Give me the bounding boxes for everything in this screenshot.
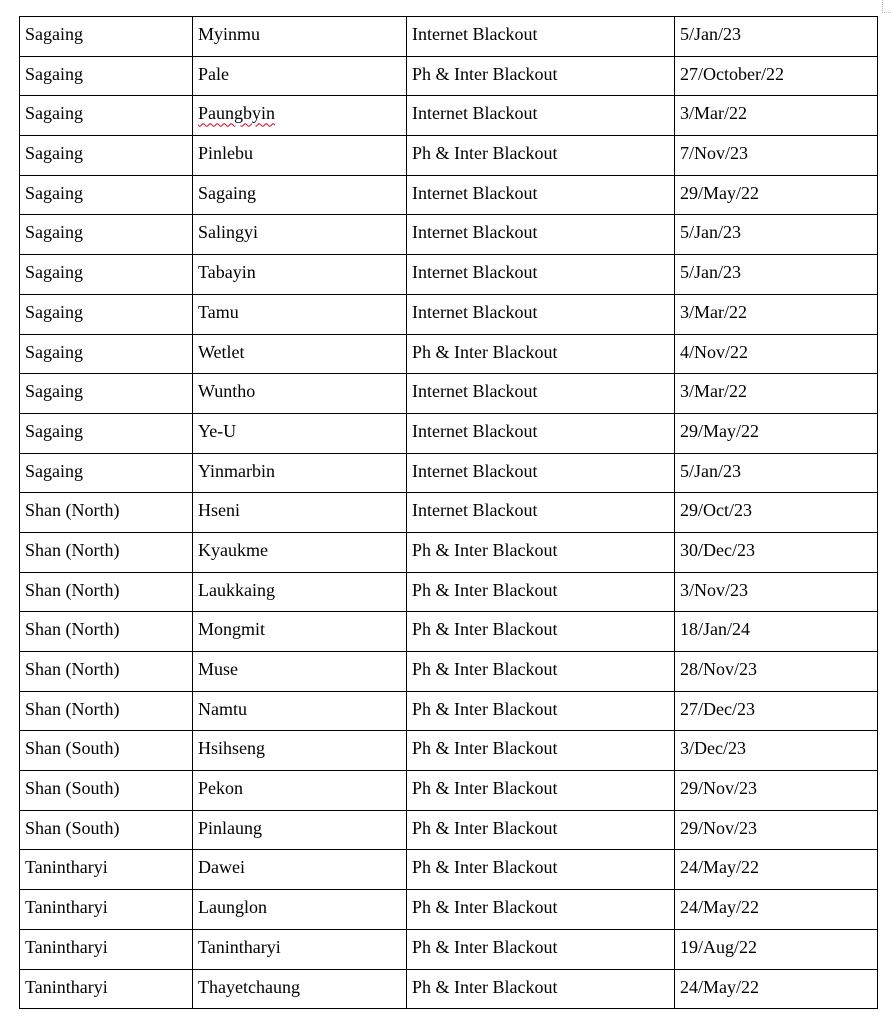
township-cell[interactable] — [193, 255, 407, 295]
blackout-type-cell[interactable] — [407, 850, 675, 890]
blackout-type-cell[interactable] — [407, 731, 675, 771]
region-cell[interactable] — [20, 334, 193, 374]
table-row — [20, 969, 878, 1009]
township-cell-text: Kyaukme — [198, 539, 268, 560]
region-cell[interactable] — [20, 215, 193, 255]
date-cell-text: 5/Jan/23 — [680, 262, 741, 283]
township-cell[interactable] — [193, 453, 407, 493]
region-cell-text: Tanintharyi — [25, 897, 108, 918]
township-cell[interactable] — [193, 532, 407, 572]
table-row — [20, 929, 878, 969]
table-row — [20, 493, 878, 533]
region-cell-text: Shan (North) — [25, 579, 120, 600]
blackout-type-cell-text: Ph & Inter Blackout — [412, 539, 558, 560]
blackout-type-cell-text: Ph & Inter Blackout — [412, 63, 558, 84]
date-cell[interactable] — [675, 929, 878, 969]
township-cell-text: Namtu — [198, 698, 247, 719]
township-cell-text: Dawei — [198, 857, 245, 878]
township-cell-text: Hsihseng — [198, 738, 265, 759]
blackout-type-cell-text: Ph & Inter Blackout — [412, 857, 558, 878]
blackout-type-cell-text: Ph & Inter Blackout — [412, 976, 558, 997]
blackout-type-cell[interactable] — [407, 255, 675, 295]
table-row — [20, 652, 878, 692]
township-cell[interactable] — [193, 771, 407, 811]
township-cell[interactable] — [193, 96, 407, 136]
township-cell[interactable] — [193, 810, 407, 850]
date-cell-text: 3/Dec/23 — [680, 738, 746, 759]
blackout-type-cell[interactable] — [407, 453, 675, 493]
blackout-type-cell-text: Internet Blackout — [412, 460, 538, 481]
date-cell-text: 5/Jan/23 — [680, 222, 741, 243]
blackout-type-cell[interactable] — [407, 572, 675, 612]
date-cell[interactable] — [675, 850, 878, 890]
township-cell-text: Salingyi — [198, 222, 259, 243]
township-cell-text: Muse — [198, 659, 238, 679]
date-cell-text: 3/Mar/22 — [680, 103, 747, 124]
region-cell-text: Shan (North) — [25, 619, 120, 640]
blackout-type-cell-text: Ph & Inter Blackout — [412, 817, 558, 838]
blackout-type-cell[interactable] — [407, 136, 675, 176]
date-cell-text: 29/Nov/23 — [680, 778, 758, 799]
blackout-type-cell-text: Internet Blackout — [412, 301, 538, 322]
township-cell-text: Ye-U — [198, 420, 237, 441]
region-cell[interactable] — [20, 691, 193, 731]
date-cell[interactable] — [675, 453, 878, 493]
blackout-type-cell-text: Ph & Inter Blackout — [412, 936, 558, 957]
date-cell-text: 27/October/22 — [680, 63, 784, 84]
region-cell[interactable] — [20, 850, 193, 890]
blackout-type-cell[interactable] — [407, 493, 675, 533]
table-row — [20, 374, 878, 414]
township-cell[interactable] — [193, 56, 407, 96]
region-cell-text: Shan (North) — [25, 659, 120, 679]
date-cell-text: 4/Nov/22 — [680, 341, 749, 362]
date-cell-text: 28/Nov/23 — [680, 659, 758, 679]
date-cell-text: 24/May/22 — [680, 897, 759, 918]
region-cell[interactable] — [20, 890, 193, 930]
date-cell[interactable] — [675, 96, 878, 136]
date-cell-text: 30/Dec/23 — [680, 539, 755, 560]
region-cell[interactable] — [20, 532, 193, 572]
blackout-type-cell[interactable] — [407, 929, 675, 969]
table-row — [20, 731, 878, 771]
date-cell[interactable] — [675, 17, 878, 57]
table-row — [20, 136, 878, 176]
blackout-type-cell-text: Internet Blackout — [412, 24, 538, 44]
region-cell-text: Sagaing — [25, 262, 83, 283]
blackout-type-cell[interactable] — [407, 17, 675, 57]
table-row — [20, 532, 878, 572]
blackout-type-cell[interactable] — [407, 969, 675, 1009]
township-cell[interactable] — [193, 731, 407, 771]
table-row — [20, 334, 878, 374]
township-cell[interactable] — [193, 175, 407, 215]
blackout-type-cell[interactable] — [407, 374, 675, 414]
date-cell[interactable] — [675, 175, 878, 215]
table-row — [20, 572, 878, 612]
table-row — [20, 890, 878, 930]
table-row — [20, 96, 878, 136]
region-cell-text: Sagaing — [25, 381, 83, 402]
table-row — [20, 56, 878, 96]
date-cell[interactable] — [675, 572, 878, 612]
date-cell[interactable] — [675, 612, 878, 652]
blackout-type-cell[interactable] — [407, 215, 675, 255]
region-cell[interactable] — [20, 413, 193, 453]
date-cell-text: 3/Mar/22 — [680, 381, 747, 402]
township-cell-text: Wetlet — [198, 341, 245, 362]
blackout-type-cell[interactable] — [407, 175, 675, 215]
township-cell[interactable] — [193, 17, 407, 57]
township-cell[interactable] — [193, 890, 407, 930]
date-cell-text: 24/May/22 — [680, 857, 759, 878]
blackout-type-cell[interactable] — [407, 334, 675, 374]
blackout-type-cell[interactable] — [407, 294, 675, 334]
table-row — [20, 175, 878, 215]
table-row — [20, 215, 878, 255]
region-cell[interactable] — [20, 969, 193, 1009]
table-row — [20, 771, 878, 811]
township-cell[interactable] — [193, 691, 407, 731]
blackout-type-cell[interactable] — [407, 771, 675, 811]
township-cell[interactable] — [193, 374, 407, 414]
table-row — [20, 453, 878, 493]
date-cell-text: 3/Nov/23 — [680, 579, 749, 600]
blackout-type-cell-text: Ph & Inter Blackout — [412, 619, 558, 640]
region-cell[interactable] — [20, 136, 193, 176]
region-cell-text: Sagaing — [25, 143, 83, 164]
date-cell-text: 18/Jan/24 — [680, 619, 750, 640]
region-cell-text: Sagaing — [25, 63, 83, 84]
region-cell-text: Sagaing — [25, 222, 83, 243]
blackout-type-cell-text: Internet Blackout — [412, 222, 538, 243]
township-cell[interactable] — [193, 652, 407, 692]
region-cell-text: Shan (North) — [25, 698, 120, 719]
blackout-type-cell-text: Ph & Inter Blackout — [412, 698, 558, 719]
table-row — [20, 850, 878, 890]
township-cell-text: Paungbyin — [198, 103, 276, 124]
region-cell-text: Shan (North) — [25, 500, 120, 521]
region-cell[interactable] — [20, 810, 193, 850]
date-cell-text: 29/Oct/23 — [680, 500, 752, 521]
date-cell[interactable] — [675, 136, 878, 176]
region-cell-text: Sagaing — [25, 460, 83, 481]
date-cell-text: 19/Aug/22 — [680, 936, 758, 957]
township-cell-text: Tamu — [198, 301, 239, 322]
table-row — [20, 255, 878, 295]
date-cell[interactable] — [675, 294, 878, 334]
township-cell[interactable] — [193, 969, 407, 1009]
region-cell[interactable] — [20, 453, 193, 493]
table-row — [20, 810, 878, 850]
date-cell[interactable] — [675, 255, 878, 295]
blackout-type-cell-text: Internet Blackout — [412, 420, 538, 441]
region-cell[interactable] — [20, 294, 193, 334]
table-body — [20, 17, 878, 1009]
blackout-type-cell[interactable] — [407, 890, 675, 930]
table-row — [20, 612, 878, 652]
township-cell[interactable] — [193, 572, 407, 612]
region-cell-text: Sagaing — [25, 420, 83, 441]
township-cell[interactable] — [193, 215, 407, 255]
township-cell-text: Pale — [198, 63, 229, 84]
township-cell-text: Sagaing — [198, 182, 256, 203]
date-cell[interactable] — [675, 334, 878, 374]
township-cell-text: Thayetchaung — [198, 976, 300, 997]
blackout-type-cell[interactable] — [407, 652, 675, 692]
region-cell-text: Sagaing — [25, 341, 83, 362]
region-cell-text: Sagaing — [25, 182, 83, 203]
blackout-type-cell-text: Internet Blackout — [412, 500, 538, 521]
blackout-type-cell-text: Ph & Inter Blackout — [412, 143, 558, 164]
blackout-type-cell[interactable] — [407, 96, 675, 136]
blackout-type-cell-text: Internet Blackout — [412, 381, 538, 402]
township-cell[interactable] — [193, 612, 407, 652]
region-cell[interactable] — [20, 255, 193, 295]
date-cell[interactable] — [675, 413, 878, 453]
blackout-type-cell-text: Internet Blackout — [412, 262, 538, 283]
region-cell[interactable] — [20, 493, 193, 533]
table-row — [20, 413, 878, 453]
blackout-type-cell[interactable] — [407, 612, 675, 652]
township-cell-text: Yinmarbin — [198, 460, 275, 481]
date-cell[interactable] — [675, 810, 878, 850]
region-cell[interactable] — [20, 771, 193, 811]
region-cell[interactable] — [20, 572, 193, 612]
region-cell[interactable] — [20, 175, 193, 215]
blackout-type-cell[interactable] — [407, 413, 675, 453]
date-cell-text: 29/Nov/23 — [680, 817, 758, 838]
date-cell[interactable] — [675, 969, 878, 1009]
region-cell-text: Shan (South) — [25, 738, 120, 759]
date-cell[interactable] — [675, 691, 878, 731]
township-cell-text: Myinmu — [198, 24, 261, 44]
date-cell-text: 3/Mar/22 — [680, 301, 747, 322]
region-cell[interactable] — [20, 612, 193, 652]
region-cell[interactable] — [20, 56, 193, 96]
region-cell-text: Sagaing — [25, 24, 83, 44]
region-cell-text: Shan (South) — [25, 778, 120, 799]
date-cell[interactable] — [675, 731, 878, 771]
blackout-type-cell-text: Ph & Inter Blackout — [412, 659, 558, 679]
blackout-type-cell-text: Internet Blackout — [412, 103, 538, 124]
township-cell-text: Pekon — [198, 778, 243, 799]
region-cell-text: Tanintharyi — [25, 936, 108, 957]
blackout-type-cell-text: Ph & Inter Blackout — [412, 778, 558, 799]
township-cell-text: Launglon — [198, 897, 267, 918]
date-cell-text: 24/May/22 — [680, 976, 759, 997]
township-cell[interactable] — [193, 294, 407, 334]
date-cell[interactable] — [675, 890, 878, 930]
region-cell[interactable] — [20, 17, 193, 57]
township-cell-text: Wuntho — [198, 381, 256, 402]
date-cell[interactable] — [675, 374, 878, 414]
date-cell-text: 29/May/22 — [680, 420, 759, 441]
township-cell[interactable] — [193, 850, 407, 890]
region-cell-text: Sagaing — [25, 301, 83, 322]
date-cell-text: 5/Jan/23 — [680, 24, 741, 44]
page-corner-handle[interactable] — [882, 0, 891, 13]
township-cell-text: Tanintharyi — [198, 936, 281, 957]
date-cell[interactable] — [675, 493, 878, 533]
blackout-table — [19, 16, 878, 1009]
blackout-type-cell[interactable] — [407, 810, 675, 850]
table-row — [20, 17, 878, 57]
region-cell[interactable] — [20, 96, 193, 136]
township-cell[interactable] — [193, 493, 407, 533]
date-cell-text: 29/May/22 — [680, 182, 759, 203]
blackout-type-cell-text: Ph & Inter Blackout — [412, 579, 558, 600]
township-cell[interactable] — [193, 413, 407, 453]
township-cell-text: Tabayin — [198, 262, 256, 283]
township-cell-text: Hseni — [198, 500, 240, 521]
date-cell-text: 7/Nov/23 — [680, 143, 749, 164]
table-row — [20, 691, 878, 731]
blackout-type-cell[interactable] — [407, 56, 675, 96]
township-cell-text: Pinlebu — [198, 143, 254, 164]
township-cell[interactable] — [193, 929, 407, 969]
date-cell[interactable] — [675, 56, 878, 96]
township-cell-text: Pinlaung — [198, 817, 263, 838]
region-cell[interactable] — [20, 731, 193, 771]
township-cell-text: Laukkaing — [198, 579, 275, 600]
region-cell-text: Sagaing — [25, 103, 83, 124]
region-cell[interactable] — [20, 652, 193, 692]
region-cell-text: Shan (North) — [25, 539, 120, 560]
blackout-type-cell[interactable] — [407, 532, 675, 572]
date-cell[interactable] — [675, 215, 878, 255]
region-cell-text: Tanintharyi — [25, 857, 108, 878]
township-cell[interactable] — [193, 334, 407, 374]
date-cell-text: 5/Jan/23 — [680, 460, 741, 481]
date-cell[interactable] — [675, 532, 878, 572]
blackout-type-cell-text: Ph & Inter Blackout — [412, 897, 558, 918]
region-cell[interactable] — [20, 374, 193, 414]
blackout-type-cell-text: Internet Blackout — [412, 182, 538, 203]
date-cell[interactable] — [675, 771, 878, 811]
region-cell[interactable] — [20, 929, 193, 969]
blackout-type-cell[interactable] — [407, 691, 675, 731]
date-cell-text: 27/Dec/23 — [680, 698, 755, 719]
region-cell-text: Shan (South) — [25, 817, 120, 838]
region-cell-text: Tanintharyi — [25, 976, 108, 997]
township-cell[interactable] — [193, 136, 407, 176]
table-row — [20, 294, 878, 334]
blackout-type-cell-text: Ph & Inter Blackout — [412, 738, 558, 759]
township-cell-text: Mongmit — [198, 619, 266, 640]
date-cell[interactable] — [675, 652, 878, 692]
blackout-type-cell-text: Ph & Inter Blackout — [412, 341, 558, 362]
